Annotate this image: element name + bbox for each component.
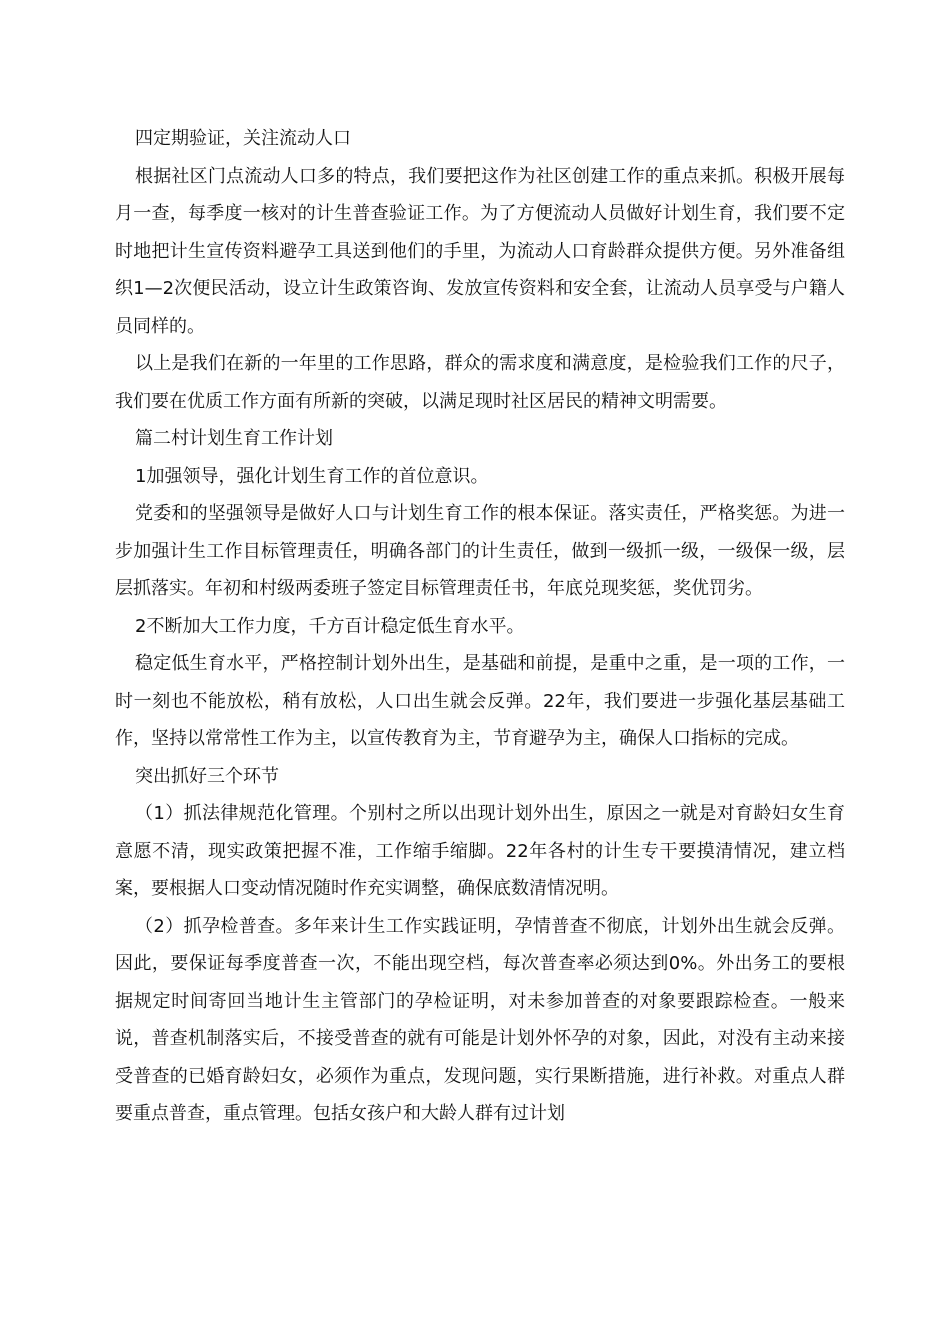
body-paragraph: （1）抓法律规范化管理。个别村之所以出现计划外出生，原因之一就是对育龄妇女生育意愿不清，现实政策把握不准，工作缩手缩脚。22年各村的计生专干要摸清情况，建立档案，要根据人口变动情况随时作充实调整，确保底数清情况明。	[115, 803, 845, 899]
section-heading-work-effort: 2不断加大工作力度，千方百计稳定低生育水平。	[135, 615, 525, 637]
section-heading-leadership: 1加强领导，强化计划生育工作的首位意识。	[135, 465, 489, 487]
body-paragraph: 党委和的坚强领导是做好人口与计划生育工作的根本保证。落实责任，严格奖惩。为进一步加强计生工作目标管理责任，明确各部门的计生责任，做到一级抓一级，一级保一级，层层抓落实。年初和村级两委班子签定目标管理责任书，年底兑现奖惩，奖优罚劣。	[115, 503, 845, 599]
section-heading-three-links: 突出抓好三个环节	[135, 765, 279, 787]
body-paragraph: （2）抓孕检普查。多年来计生工作实践证明，孕情普查不彻底，计划外出生就会反弹。因此，要保证每季度普查一次，不能出现空档，每次普查率必须达到0%。外出务工的要根据规定时间寄回当地计生主管部门的孕检证明，对未参加普查的对象要跟踪检查。一般来说，普查机制落实后，不接受普查的就有可能是计划外怀孕的对象，因此，对没有主动来接受普查的已婚育龄妇女，必须作为重点，发现问题，实行果断措施，进行补救。对重点人群要重点普查，重点管理。包括女孩户和大龄人群有过计划	[115, 915, 845, 1124]
body-paragraph: 根据社区门点流动人口多的特点，我们要把这作为社区创建工作的重点来抓。积极开展每月一查，每季度一核对的计生普查验证工作。为了方便流动人员做好计划生育，我们要不定时地把计生宣传资料避孕工具送到他们的手里，为流动人口育龄群众提供方便。另外准备组织1—2次便民活动，设立计生政策咨询、发放宣传资料和安全套，让流动人员享受与户籍人员同样的。	[115, 165, 845, 337]
article-title-village-plan: 篇二村计划生育工作计划	[135, 428, 333, 449]
body-paragraph: 以上是我们在新的一年里的工作思路，群众的需求度和满意度，是检验我们工作的尺子，我们要在优质工作方面有所新的突破，以满足现时社区居民的精神文明需要。	[115, 353, 845, 412]
section-heading-periodic-verification: 四定期验证，关注流动人口	[135, 128, 351, 149]
body-paragraph: 稳定低生育水平，严格控制计划外出生，是基础和前提，是重中之重，是一项的工作，一时一刻也不能放松，稍有放松，人口出生就会反弹。22年，我们要进一步强化基层基础工作，坚持以常常性工作为主，以宣传教育为主，节育避孕为主，确保人口指标的完成。	[115, 653, 845, 749]
document-body	[115, 120, 845, 1133]
